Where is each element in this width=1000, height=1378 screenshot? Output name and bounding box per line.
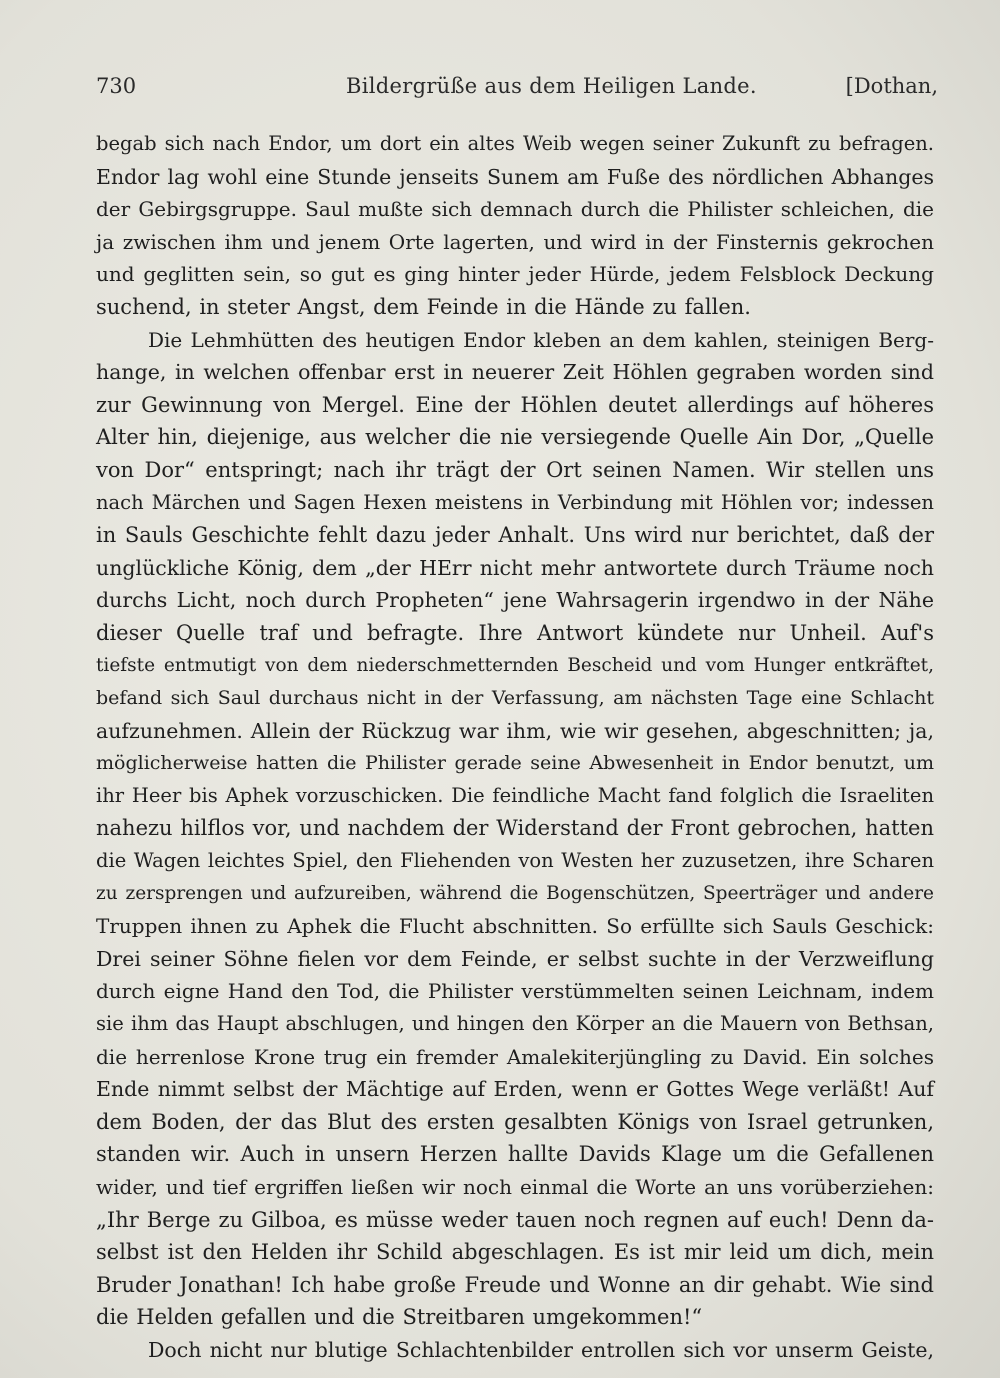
text-line: befand sich Saul durchaus nicht in der Verfassung, am nächsten Tage eine Schlacht bbox=[96, 687, 934, 710]
text-line: durch eigne Hand den Tod, die Philister verstümmelten seinen Leichnam, indem bbox=[96, 979, 934, 1004]
text-line: aufzunehmen. Allein der Rückzug war ihm, wie wir gesehen, abgeschnitten; ja, bbox=[96, 718, 934, 743]
text-line: selbst ist den Helden ihr Schild abgeschlagen. Es ist mir leid um dich, mein bbox=[96, 1240, 934, 1265]
text-line: und geglitten sein, so gut es ging hinter jeder Hürde, jedem Felsblock Deckung bbox=[96, 262, 934, 287]
body-text bbox=[96, 128, 934, 1367]
text-line: begab sich nach Endor, um dort ein altes Weib wegen seiner Zukunft zu befragen. bbox=[96, 132, 934, 155]
text-line: dieser Quelle traf und befragte. Ihre Antwort kündete nur Unheil. Auf's bbox=[96, 620, 934, 645]
running-head bbox=[96, 74, 938, 108]
text-line: Truppen ihnen zu Aphek die Flucht abschnitten. So erfüllte sich Sauls Geschick: bbox=[96, 914, 934, 939]
text-line: nahezu hilflos vor, und nachdem der Widerstand der Front gebrochen, hatten bbox=[96, 816, 934, 841]
text-line: die Helden gefallen und die Streitbaren umgekommen!“ bbox=[96, 1305, 703, 1330]
text-line: wider, und tief ergriffen ließen wir noch einmal die Worte an uns vorüberziehen: bbox=[96, 1175, 934, 1199]
text-line: zu zersprengen und aufzureiben, während die Bogenschützen, Speerträger und andere bbox=[96, 882, 934, 904]
text-line: ja zwischen ihm und jenem Orte lagerten, und wird in der Finsternis gekrochen bbox=[96, 229, 934, 254]
text-line: standen wir. Auch in unsern Herzen hallte Davids Klage um die Gefallenen bbox=[96, 1142, 934, 1167]
text-line: Die Lehmhütten des heutigen Endor kleben an dem kahlen, steinigen Berg- bbox=[148, 327, 934, 352]
text-line: zur Gewinnung von Mergel. Eine der Höhlen deutet allerdings auf höheres bbox=[96, 392, 934, 417]
text-line: von Dor“ entspringt; nach ihr trägt der Ort seinen Namen. Wir stellen uns bbox=[96, 457, 934, 482]
text-line: unglückliche König, dem „der HErr nicht mehr antwortete durch Träume noch bbox=[96, 555, 934, 580]
text-line: die Wagen leichtes Spiel, den Fliehenden von Westen her zuzusetzen, ihre Scharen bbox=[96, 849, 934, 873]
text-line: Doch nicht nur blutige Schlachtenbilder entrollen sich vor unserm Geiste, bbox=[148, 1337, 934, 1362]
running-place: [Dothan, bbox=[845, 74, 938, 98]
text-line: suchend, in steter Angst, dem Feinde in die Hände zu fallen. bbox=[96, 294, 751, 319]
text-line: ihr Heer bis Aphek vorzuschicken. Die feindliche Macht fand folglich die Israeliten bbox=[96, 783, 934, 807]
text-line: sie ihm das Haupt abschlugen, und hingen den Körper an die Mauern von Bethsan, bbox=[96, 1012, 934, 1036]
text-line: in Sauls Geschichte fehlt dazu jeder Anhalt. Uns wird nur berichtet, daß der bbox=[96, 523, 934, 548]
text-line: nach Märchen und Sagen Hexen meistens in Verbindung mit Höhlen vor; indessen bbox=[96, 490, 934, 514]
text-line: Drei seiner Söhne fielen vor dem Feinde, er selbst suchte in der Verzweiflung bbox=[96, 946, 934, 971]
text-line: möglicherweise hatten die Philister gerade seine Abwesenheit in Endor benutzt, um bbox=[96, 752, 934, 775]
text-line: hange, in welchen offenbar erst in neuerer Zeit Höhlen gegraben worden sind bbox=[96, 360, 934, 385]
text-line: der Gebirgsgruppe. Saul mußte sich demnach durch die Philister schleichen, die bbox=[96, 197, 934, 222]
text-line: Ende nimmt selbst der Mächtige auf Erden, wenn er Gottes Wege verläßt! Auf bbox=[96, 1077, 934, 1102]
text-line: tiefste entmutigt von dem niederschmetternden Bescheid und vom Hunger entkräftet, bbox=[96, 654, 934, 676]
page-number: 730 bbox=[96, 74, 137, 98]
text-line: Alter hin, diejenige, aus welcher die nie versiegende Quelle Ain Dor, „Quelle bbox=[96, 425, 934, 450]
text-line: durchs Licht, noch durch Propheten“ jene Wahrsagerin irgendwo in der Nähe bbox=[96, 588, 934, 613]
text-line: Bruder Jonathan! Ich habe große Freude und Wonne an dir gehabt. Wie sind bbox=[96, 1272, 934, 1297]
text-line: Endor lag wohl eine Stunde jenseits Sunem am Fuße des nördlichen Abhanges bbox=[96, 164, 934, 189]
running-title: Bildergrüße aus dem Heiligen Lande. bbox=[346, 74, 757, 98]
text-line: „Ihr Berge zu Gilboa, es müsse weder tauen noch regnen auf euch! Denn da- bbox=[96, 1207, 934, 1232]
text-line: die herrenlose Krone trug ein fremder Amalekiterjüngling zu David. Ein solches bbox=[96, 1044, 934, 1069]
text-line: dem Boden, der das Blut des ersten gesalbten Königs von Israel getrunken, bbox=[96, 1109, 934, 1134]
